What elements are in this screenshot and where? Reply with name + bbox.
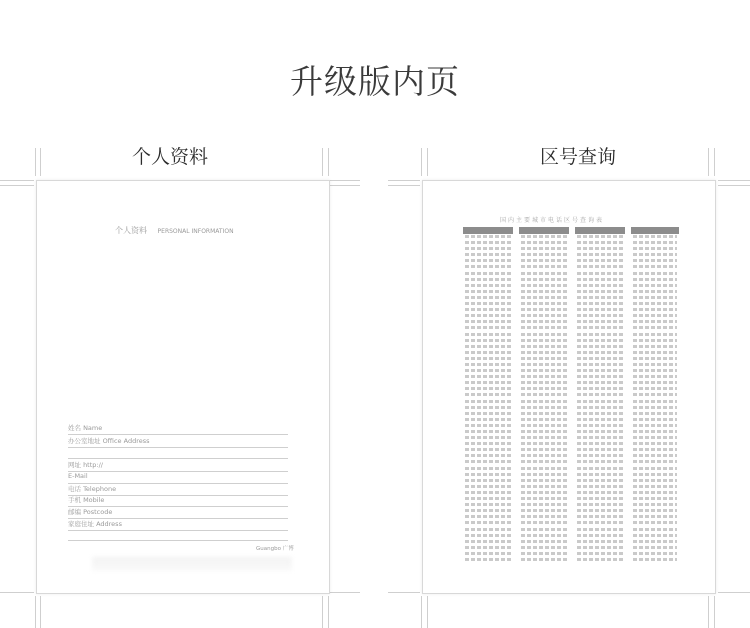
crop-mark xyxy=(718,185,750,186)
table-row xyxy=(577,515,623,518)
table-row xyxy=(633,546,677,549)
table-row xyxy=(577,320,623,323)
table-row xyxy=(633,528,677,531)
table-row xyxy=(465,326,511,329)
table-row xyxy=(465,375,511,378)
heading-cn: 个人资料 xyxy=(115,226,147,235)
table-row xyxy=(521,333,567,336)
table-row xyxy=(633,363,677,366)
crop-mark xyxy=(708,596,709,628)
table-row xyxy=(465,320,511,323)
table-row xyxy=(465,460,511,463)
table-row xyxy=(465,314,511,317)
table-row xyxy=(577,540,623,543)
crop-mark xyxy=(330,180,360,181)
table-row xyxy=(465,503,511,506)
table-row xyxy=(633,400,677,403)
table-row xyxy=(577,308,623,311)
table-row xyxy=(521,320,567,323)
table-row xyxy=(521,369,567,372)
table-row xyxy=(577,284,623,287)
table-row xyxy=(521,528,567,531)
table-row xyxy=(521,308,567,311)
personal-info-page xyxy=(36,180,330,594)
field-website: 网址 http:// xyxy=(68,460,288,472)
table-row xyxy=(577,235,623,238)
crop-mark xyxy=(388,185,420,186)
table-row xyxy=(521,515,567,518)
table-row xyxy=(465,302,511,305)
table-row xyxy=(577,418,623,421)
blurred-reflection xyxy=(92,557,292,571)
table-row xyxy=(633,381,677,384)
table-header xyxy=(463,227,513,234)
table-row xyxy=(521,387,567,390)
crop-mark xyxy=(328,596,329,628)
table-row xyxy=(577,247,623,250)
table-row xyxy=(633,339,677,342)
table-row xyxy=(577,290,623,293)
table-row xyxy=(633,369,677,372)
crop-mark xyxy=(427,596,428,628)
table-row xyxy=(633,412,677,415)
table-row xyxy=(465,546,511,549)
table-row xyxy=(465,497,511,500)
crop-mark xyxy=(421,148,422,176)
table-row xyxy=(577,485,623,488)
crop-mark xyxy=(0,592,34,593)
table-row xyxy=(633,418,677,421)
table-row xyxy=(577,387,623,390)
card-label-personal-info: 个人资料 xyxy=(131,146,208,168)
table-row xyxy=(577,473,623,476)
crop-mark xyxy=(40,148,41,176)
crop-mark xyxy=(40,596,41,628)
brand-logo: Guangbo 广博 xyxy=(256,546,294,552)
table-row xyxy=(577,479,623,482)
table-row xyxy=(465,430,511,433)
table-row xyxy=(577,424,623,427)
table-row xyxy=(633,357,677,360)
table-row xyxy=(577,345,623,348)
table-row xyxy=(577,351,623,354)
table-row xyxy=(465,406,511,409)
table-row xyxy=(577,339,623,342)
crop-mark xyxy=(421,596,422,628)
table-row xyxy=(633,436,677,439)
table-row xyxy=(577,546,623,549)
table-row xyxy=(633,278,677,281)
table-header xyxy=(631,227,679,234)
table-row xyxy=(577,314,623,317)
table-row xyxy=(577,460,623,463)
table-row xyxy=(577,436,623,439)
area-code-table xyxy=(463,227,679,573)
table-row xyxy=(521,454,567,457)
table-row xyxy=(633,333,677,336)
table-row xyxy=(521,418,567,421)
table-row xyxy=(633,515,677,518)
table-row xyxy=(521,235,567,238)
table-row xyxy=(465,528,511,531)
table-row xyxy=(633,406,677,409)
page-title: 升级版内页 xyxy=(290,62,460,101)
table-row xyxy=(577,265,623,268)
table-row xyxy=(521,412,567,415)
table-row xyxy=(577,363,623,366)
table-row xyxy=(465,448,511,451)
table-row xyxy=(465,442,511,445)
table-row xyxy=(521,460,567,463)
table-row xyxy=(521,314,567,317)
table-row xyxy=(521,247,567,250)
table-row xyxy=(521,272,567,275)
table-row xyxy=(633,473,677,476)
table-row xyxy=(577,491,623,494)
table-row xyxy=(521,278,567,281)
table-row xyxy=(521,326,567,329)
table-row xyxy=(521,381,567,384)
table-row xyxy=(633,265,677,268)
table-row xyxy=(577,333,623,336)
table-row xyxy=(521,479,567,482)
table-row xyxy=(465,424,511,427)
table-row xyxy=(521,253,567,256)
table-row xyxy=(633,521,677,524)
heading-en: PERSONAL INFORMATION xyxy=(157,228,234,235)
table-row xyxy=(633,235,677,238)
table-row xyxy=(465,381,511,384)
table-row xyxy=(465,333,511,336)
table-row xyxy=(465,467,511,470)
table-row xyxy=(577,412,623,415)
table-row xyxy=(521,363,567,366)
table-row xyxy=(465,412,511,415)
table-row xyxy=(577,430,623,433)
field-blank xyxy=(68,447,288,459)
field-mobile: 手机 Mobile xyxy=(68,495,288,507)
table-row xyxy=(521,509,567,512)
table-row xyxy=(633,375,677,378)
crop-mark xyxy=(388,180,420,181)
table-row xyxy=(633,509,677,512)
table-row xyxy=(465,540,511,543)
crop-mark xyxy=(714,148,715,176)
area-code-page xyxy=(422,180,716,594)
table-row xyxy=(633,253,677,256)
table-row xyxy=(521,552,567,555)
table-row xyxy=(577,552,623,555)
table-title: 国内主要城市电话区号查询表 xyxy=(499,217,604,224)
table-row xyxy=(465,400,511,403)
table-row xyxy=(521,467,567,470)
table-row xyxy=(577,442,623,445)
table-row xyxy=(633,296,677,299)
crop-mark xyxy=(0,180,34,181)
table-row xyxy=(633,326,677,329)
table-row xyxy=(465,515,511,518)
table-row xyxy=(577,393,623,396)
crop-mark xyxy=(718,592,750,593)
table-row xyxy=(521,521,567,524)
table-row xyxy=(465,363,511,366)
crop-mark xyxy=(388,592,420,593)
table-row xyxy=(465,558,511,561)
table-row xyxy=(577,497,623,500)
table-row xyxy=(633,247,677,250)
table-row xyxy=(633,290,677,293)
table-row xyxy=(633,503,677,506)
table-row xyxy=(521,393,567,396)
table-row xyxy=(633,534,677,537)
table-row xyxy=(577,259,623,262)
table-header xyxy=(519,227,569,234)
table-row xyxy=(521,491,567,494)
table-row xyxy=(577,448,623,451)
table-row xyxy=(521,296,567,299)
field-email: E-Mail xyxy=(68,472,288,484)
table-row xyxy=(521,241,567,244)
table-row xyxy=(633,387,677,390)
table-row xyxy=(633,485,677,488)
table-row xyxy=(465,339,511,342)
table-row xyxy=(577,278,623,281)
field-postcode: 邮编 Postcode xyxy=(68,507,288,519)
table-row xyxy=(577,241,623,244)
table-row xyxy=(633,351,677,354)
table-row xyxy=(577,503,623,506)
table-row xyxy=(465,369,511,372)
table-row xyxy=(633,448,677,451)
table-row xyxy=(577,534,623,537)
table-column xyxy=(633,235,677,564)
table-row xyxy=(465,284,511,287)
table-row xyxy=(465,357,511,360)
table-row xyxy=(465,387,511,390)
table-row xyxy=(465,479,511,482)
table-row xyxy=(521,375,567,378)
personal-info-heading xyxy=(115,225,242,236)
table-row xyxy=(465,534,511,537)
table-row xyxy=(465,509,511,512)
crop-mark xyxy=(714,596,715,628)
table-row xyxy=(633,558,677,561)
crop-mark xyxy=(322,148,323,176)
table-row xyxy=(521,497,567,500)
table-row xyxy=(577,509,623,512)
table-row xyxy=(521,284,567,287)
table-row xyxy=(465,521,511,524)
table-row xyxy=(521,430,567,433)
table-row xyxy=(633,540,677,543)
table-row xyxy=(633,272,677,275)
table-row xyxy=(465,393,511,396)
table-row xyxy=(521,485,567,488)
table-row xyxy=(521,406,567,409)
footer-line xyxy=(68,540,288,541)
table-row xyxy=(633,442,677,445)
table-row xyxy=(577,302,623,305)
table-row xyxy=(633,454,677,457)
crop-mark xyxy=(330,185,360,186)
table-row xyxy=(577,272,623,275)
table-row xyxy=(521,473,567,476)
table-row xyxy=(521,442,567,445)
table-row xyxy=(465,241,511,244)
crop-mark xyxy=(427,148,428,176)
table-row xyxy=(521,259,567,262)
table-row xyxy=(633,497,677,500)
table-row xyxy=(521,540,567,543)
table-row xyxy=(465,296,511,299)
table-row xyxy=(465,345,511,348)
table-row xyxy=(633,491,677,494)
table-row xyxy=(465,485,511,488)
table-row xyxy=(633,345,677,348)
table-row xyxy=(465,351,511,354)
table-row xyxy=(465,265,511,268)
table-row xyxy=(633,479,677,482)
table-row xyxy=(521,302,567,305)
table-row xyxy=(633,259,677,262)
table-row xyxy=(521,546,567,549)
table-row xyxy=(521,503,567,506)
table-row xyxy=(633,241,677,244)
crop-mark xyxy=(718,180,750,181)
table-row xyxy=(521,424,567,427)
table-row xyxy=(465,308,511,311)
table-row xyxy=(633,552,677,555)
table-row xyxy=(633,314,677,317)
crop-mark xyxy=(322,596,323,628)
table-row xyxy=(465,491,511,494)
crop-mark xyxy=(35,148,36,176)
table-row xyxy=(633,430,677,433)
table-row xyxy=(521,339,567,342)
table-row xyxy=(577,467,623,470)
table-row xyxy=(465,278,511,281)
table-row xyxy=(577,558,623,561)
table-row xyxy=(633,308,677,311)
table-row xyxy=(633,393,677,396)
card-label-area-code: 区号查询 xyxy=(539,146,616,168)
table-row xyxy=(465,454,511,457)
table-row xyxy=(577,357,623,360)
table-row xyxy=(577,326,623,329)
table-row xyxy=(577,369,623,372)
table-row xyxy=(577,296,623,299)
table-row xyxy=(521,351,567,354)
field-telephone: 电话 Telephone xyxy=(68,484,288,496)
table-row xyxy=(633,302,677,305)
table-header xyxy=(575,227,625,234)
crop-mark xyxy=(708,148,709,176)
table-row xyxy=(521,558,567,561)
field-name: 姓名 Name xyxy=(68,423,288,435)
table-row xyxy=(465,247,511,250)
table-row xyxy=(577,253,623,256)
table-row xyxy=(577,521,623,524)
table-row xyxy=(521,436,567,439)
table-row xyxy=(465,272,511,275)
table-row xyxy=(633,467,677,470)
table-row xyxy=(521,345,567,348)
crop-mark xyxy=(330,592,360,593)
table-row xyxy=(577,400,623,403)
table-row xyxy=(465,253,511,256)
table-row xyxy=(465,235,511,238)
field-office-address: 办公室地址 Office Address xyxy=(68,436,288,448)
table-column xyxy=(577,235,623,564)
crop-mark xyxy=(328,148,329,176)
table-row xyxy=(465,552,511,555)
table-row xyxy=(577,528,623,531)
table-column xyxy=(465,235,511,564)
table-row xyxy=(633,320,677,323)
table-row xyxy=(577,381,623,384)
table-row xyxy=(577,406,623,409)
table-row xyxy=(521,265,567,268)
table-row xyxy=(633,460,677,463)
table-row xyxy=(465,436,511,439)
crop-mark xyxy=(35,596,36,628)
table-row xyxy=(521,400,567,403)
table-row xyxy=(521,357,567,360)
table-row xyxy=(633,284,677,287)
field-address: 家庭住址 Address xyxy=(68,519,288,531)
table-row xyxy=(465,473,511,476)
table-row xyxy=(521,534,567,537)
crop-mark xyxy=(0,185,34,186)
table-row xyxy=(465,418,511,421)
table-row xyxy=(633,424,677,427)
table-column xyxy=(521,235,567,564)
table-row xyxy=(521,290,567,293)
table-row xyxy=(465,259,511,262)
table-row xyxy=(465,290,511,293)
table-row xyxy=(521,448,567,451)
table-row xyxy=(577,454,623,457)
table-row xyxy=(577,375,623,378)
